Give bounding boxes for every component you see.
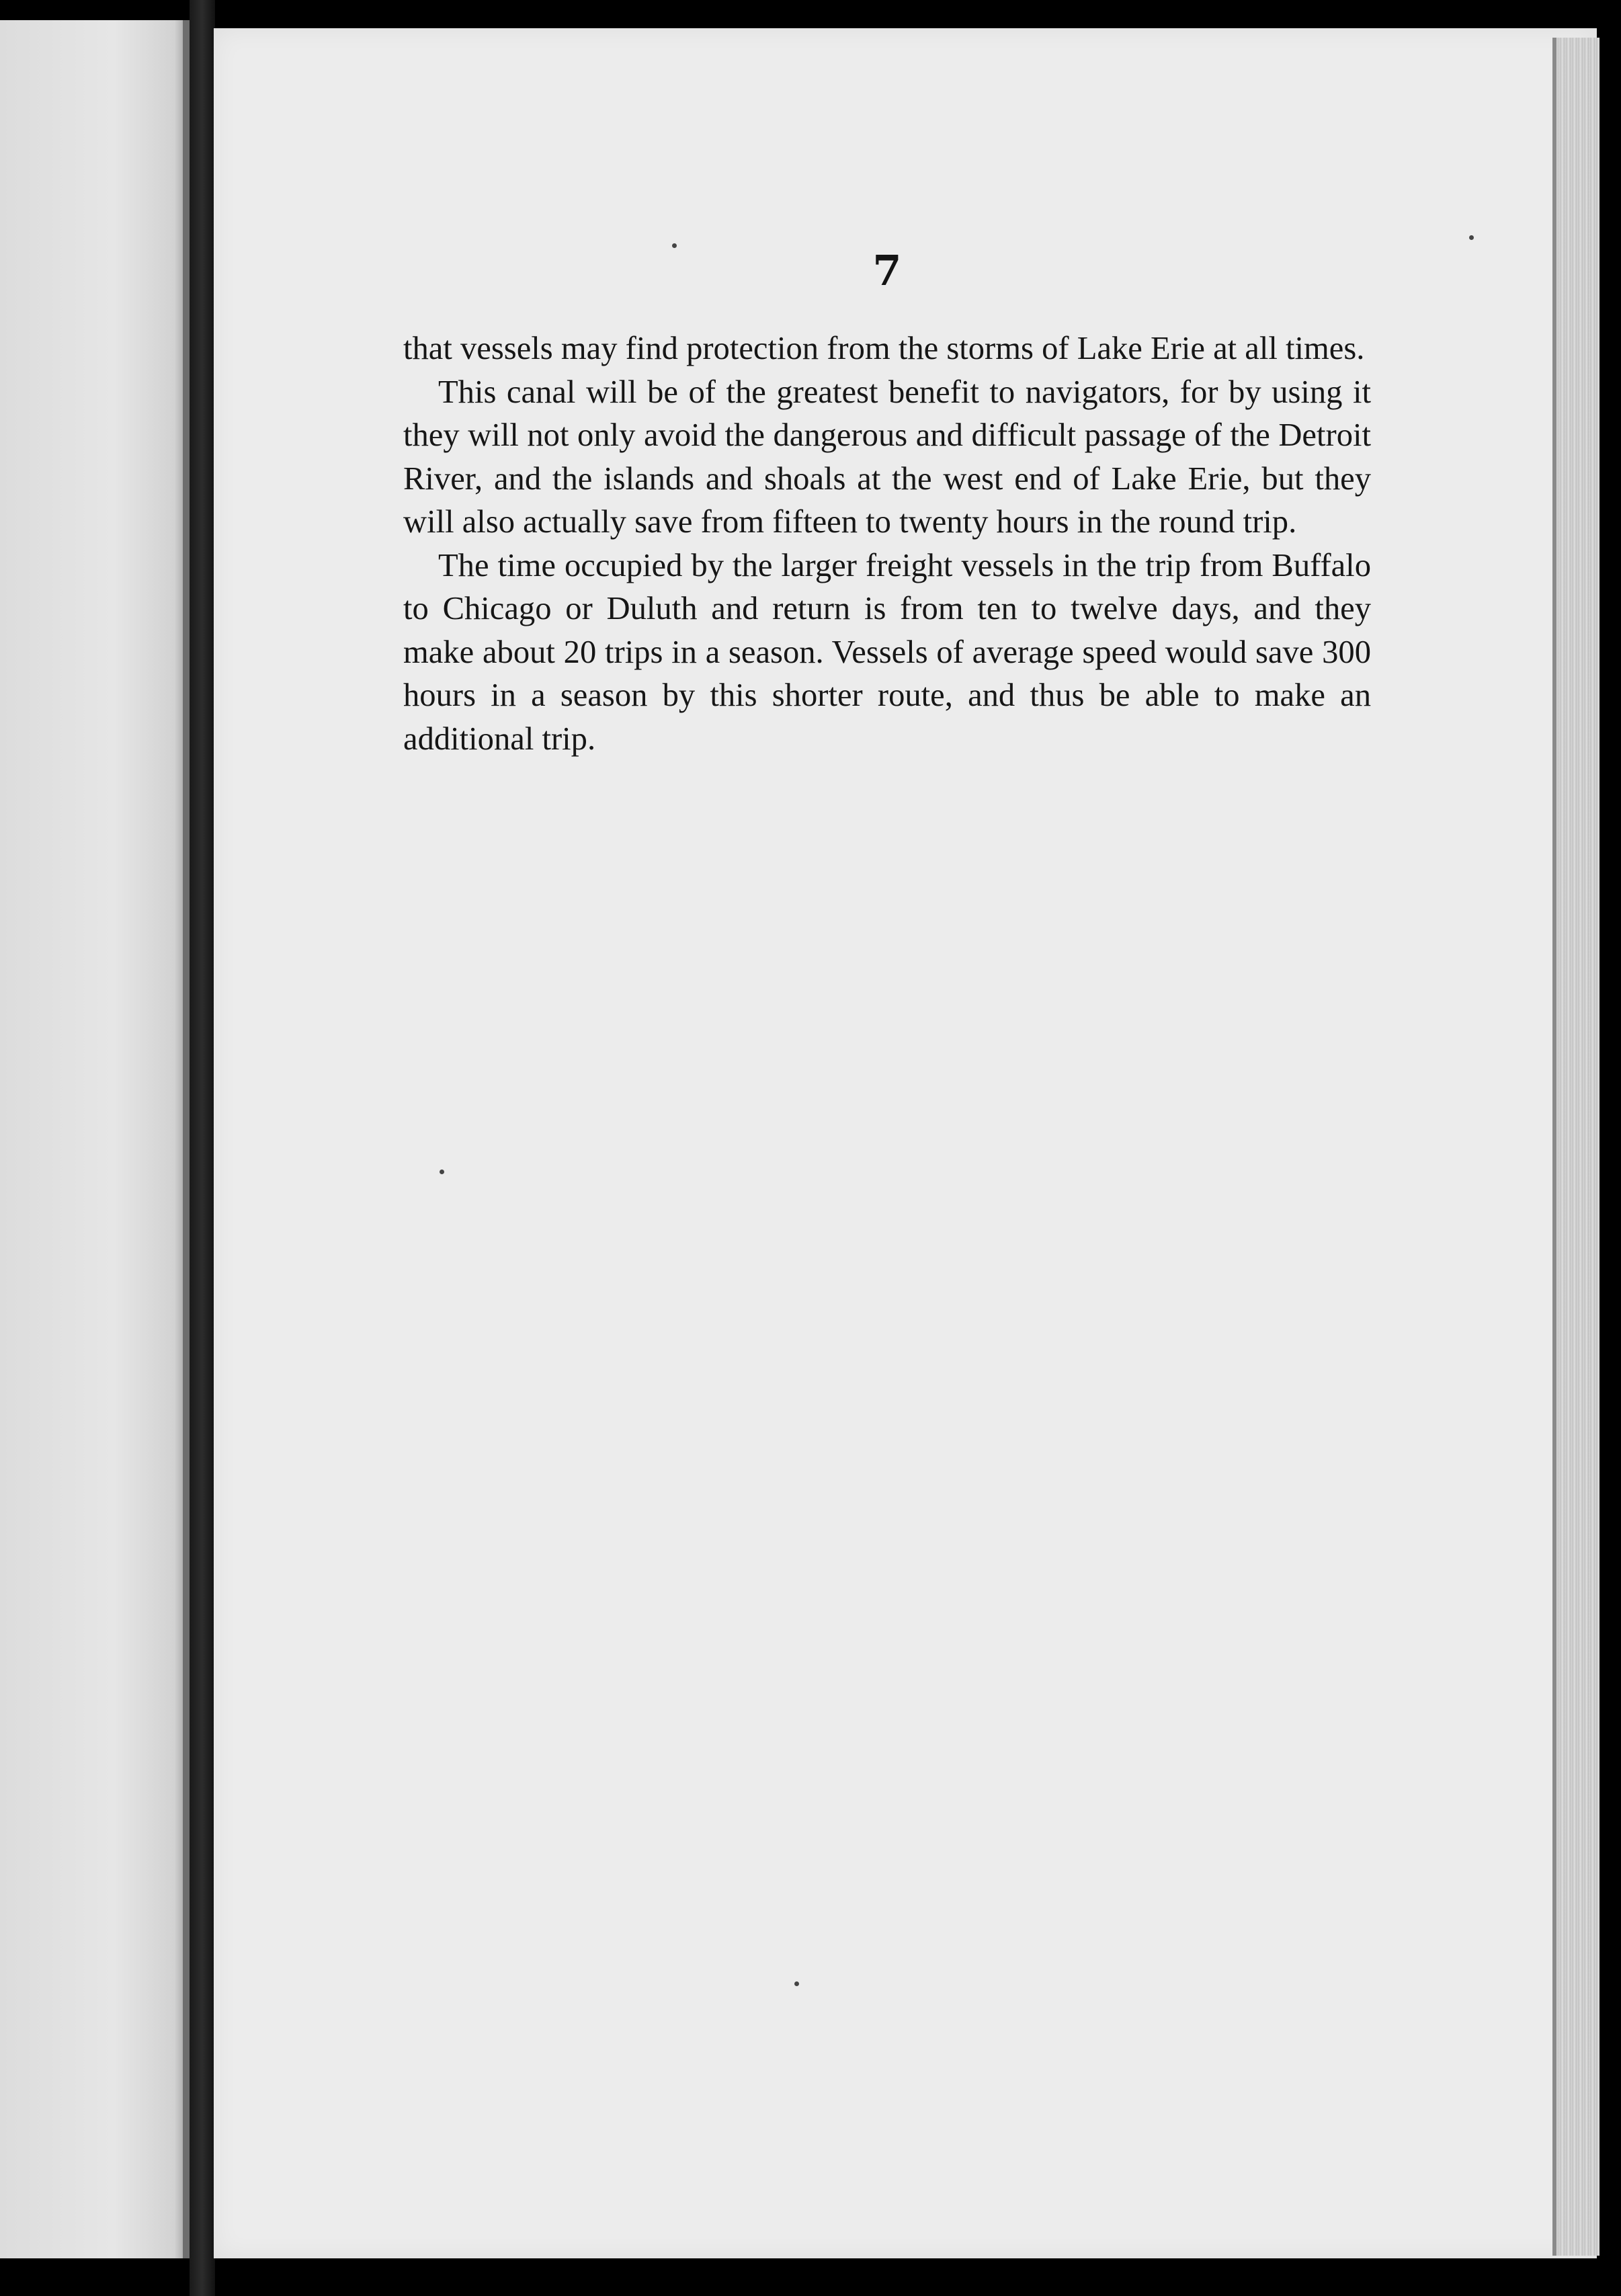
previous-page-shadow [183,20,190,2258]
page-stack-line [1552,38,1556,2256]
paragraph-3: The time occupied by the larger freight vessels in the trip from Buffalo to Chicago or Duluth and return is from ten to twelve days, and they make about 20 trips in a season. Vessels of average speed would save 300 hours in a season by this shorter route, and thus be able to make an additional trip. [403,546,1371,757]
paragraph-2: This canal will be of the greatest benefit to navigators, for by using it they will not only avoid the dangerous and difficult passage of the Detroit River, and the islands and shoals at the west end of Lake Erie, but they will also actually save from fifteen to twenty hours in the round trip. [403,373,1371,540]
paper-speck [794,1981,799,1986]
page-number: 7 [872,246,902,295]
paragraph-1: that vessels may find protection from the storms of Lake Erie at all times. [403,330,1365,366]
paper-speck [1469,235,1474,240]
book-gutter [190,0,215,2296]
page-stack-edge [1552,38,1599,2256]
body-text [403,327,1371,760]
paper-speck [440,1170,444,1174]
previous-page-edge [0,20,190,2258]
paper-speck [672,243,677,248]
